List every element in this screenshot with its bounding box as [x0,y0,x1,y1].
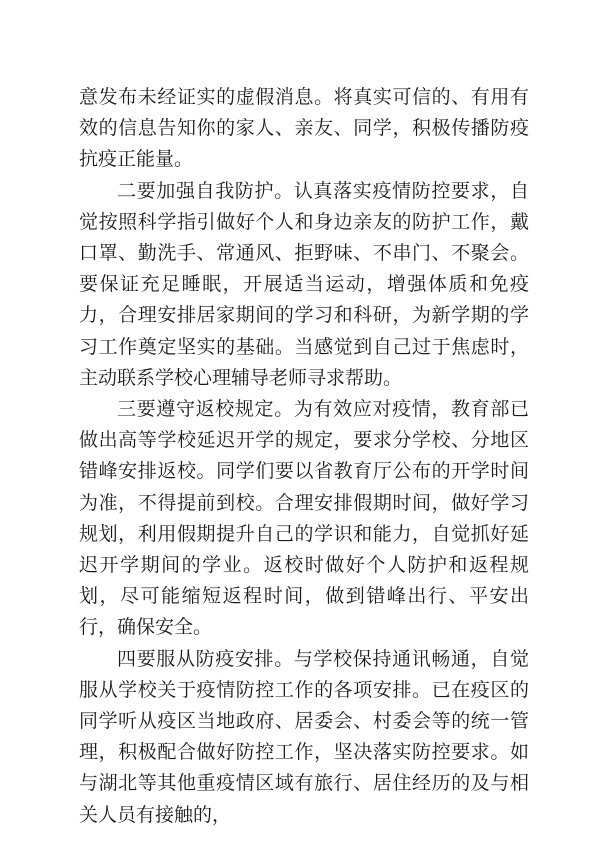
paragraph-heading: 二要加强自我防护。 [117,179,294,202]
paragraph-heading: 三要遵守返校规定。 [117,398,294,421]
paragraph-continuation [79,82,529,176]
paragraph-obey-arrangements [79,644,529,831]
document-body [79,82,529,831]
paragraph-text: 认真落实疫情防控要求，自觉按照科学指引做好个人和身边亲友的防护工作，戴口罩、勤洗手、常通风、拒野味、不串门、不聚会。要保证充足睡眠，开展适当运动，增强体质和免疫力，合理安排居家期间的学习和科研，为新学期的学习工作奠定坚实的基础。当感觉到自己过于焦虑时，主动联系学校心理辅导老师寻求帮助。 [79,179,529,389]
paragraph-heading: 四要服从防疫安排。 [117,647,294,670]
paragraph-text: 为有效应对疫情，教育部已做出高等学校延迟开学的规定，要求分学校、分地区错峰安排返校。同学们要以省教育厅公布的开学时间为准，不得提前到校。合理安排假期时间，做好学习规划，利用假期提升自己的学识和能力，自觉抓好延迟开学期间的学业。返校时做好个人防护和返程规划，尽可能缩短返程时间，做到错峰出行、平安出行，确保安全。 [79,398,529,639]
paragraph-text: 意发布未经证实的虚假消息。将真实可信的、有用有效的信息告知你的家人、亲友、同学，积极传播防疫抗疫正能量。 [79,86,529,171]
paragraph-return-rules [79,394,529,644]
paragraph-text: 与学校保持通讯畅通，自觉服从学校关于疫情防控工作的各项安排。已在疫区的同学听从疫区当地政府、居委会、村委会等的统一管理，积极配合做好防控工作，坚决落实防控要求。如与湖北等其他重疫情区域有旅行、居住经历的及与相关人员有接触的， [79,647,529,826]
paragraph-self-protection [79,176,529,394]
